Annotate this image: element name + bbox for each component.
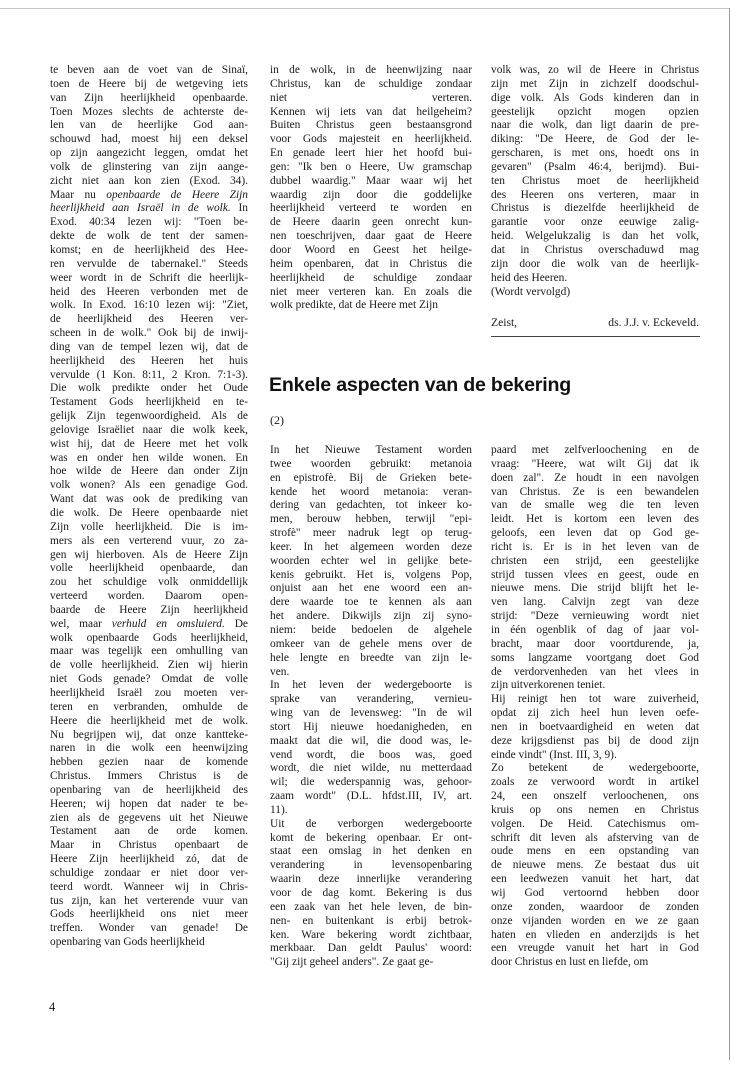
- text-line: sprake van verandering, vernieu-: [270, 693, 472, 706]
- text-line: scheen in de wolk." Ook bij de inwij-: [50, 327, 248, 340]
- article2-column-1: [270, 444, 472, 970]
- text-line: weer wordt in de Schrift die heerlijk-: [50, 271, 248, 284]
- signature: [491, 316, 699, 329]
- text-line: ven.: [270, 665, 290, 678]
- text-line: zou het schuldige volk onmiddellijk: [50, 576, 248, 589]
- text-line: heerlijkheid de schuldige zondaar: [270, 271, 472, 284]
- text-line: waardig zijn door die goddelijke: [270, 188, 472, 201]
- text-line: opdat zij zich heel hun leven oefe-: [491, 707, 699, 720]
- text-line: was en onder hen wilde wonen. En: [50, 451, 248, 464]
- text-line: kende het woord metanoia: veran-: [270, 485, 472, 498]
- text-line: soms langzame voortgang doet God: [491, 651, 699, 664]
- text-line: tus zijn, kan het verterende vuur van: [50, 894, 248, 907]
- text-line: dat in Christus overschaduwd mag: [491, 243, 699, 256]
- text-line: toen de Heere bij de wetgeving iets: [50, 77, 248, 90]
- text-line: voor de dag komt. Bekering is dus: [270, 887, 472, 899]
- text-line: schrift dit leven als afsterving van de: [491, 831, 699, 844]
- text-line: dering van gedachten, tot inkeer ko-: [270, 499, 472, 512]
- text-line: heerlijkheid des Heeren het huis: [50, 354, 248, 367]
- text-line: niet meer verteren kan. En zoals die: [270, 285, 472, 298]
- text-line: gelijk Zijn tegenwoordigheid. Als de: [50, 410, 248, 423]
- text-line: hebben gezien naar de komende: [50, 756, 248, 769]
- text-line: ten Christus moet de heerlijkheid: [491, 174, 699, 187]
- text-line: gerscharen, is met ons, hoedt ons in: [491, 147, 699, 160]
- text-line: treffen. Wonder van genade! De: [50, 922, 248, 935]
- article1-column-1: [50, 64, 248, 950]
- text-line: niet verteren.: [270, 91, 472, 104]
- text-line: niem: beide bedoelen de algehele: [270, 623, 472, 636]
- text-line: nen in boetvaardigheid en weten dat: [491, 720, 699, 733]
- text-line: zien als de gegevens uit het Nieuwe: [50, 811, 248, 824]
- text-line: Maar in Christus openbaart de: [50, 839, 248, 852]
- text-line: volk de glinstering van zijn aange-: [50, 160, 248, 173]
- text-line: Nu begrijpen wij, dat onze kantteke-: [50, 728, 248, 741]
- text-line: Hij reinigt hen tot ware zuiverheid,: [491, 693, 699, 706]
- text-line: naar die wolk, dan ligt daarin de pre-: [491, 119, 699, 132]
- text-line: maakt dat die wil, die dood was, le-: [270, 734, 472, 747]
- text-line: doen zal". Ze houdt in een navolgen: [491, 471, 699, 484]
- text-line: Christus. Immers Christus is de: [50, 770, 248, 783]
- text-line: Exod. 40:34 lezen wij: "Toen be-: [50, 216, 248, 229]
- text-line: heim openbaren, dat in Christus die: [270, 257, 472, 270]
- text-line: dubbel waardig." Maar waar wij het: [270, 174, 472, 187]
- text-line: hoe wilde de Heere dan onder Zijn: [50, 465, 248, 478]
- text-line: een zaak van het hele leven, de bin-: [270, 900, 472, 913]
- text-line: openbaring van Gods heerlijkheid: [50, 936, 205, 949]
- text-line: Heere die heerlijkheid met de wolk.: [50, 714, 248, 727]
- text-line: Gods heerlijkheid ons niet meer: [50, 908, 248, 921]
- text-line: zoals ze verwoord wordt in artikel: [491, 776, 699, 789]
- text-line: de verdorvenheden van het vlees in: [491, 665, 699, 678]
- text-line: van Christus. Ze is een bewandelen: [491, 485, 699, 498]
- article2-column-2: [491, 444, 699, 970]
- text-line: einde vindt" (Inst. III, 3, 9).: [491, 748, 617, 761]
- text-line: strijd: "Deze vernieuwing wordt niet: [491, 610, 699, 623]
- text-line: van de smalle weg die ten leven: [491, 499, 699, 512]
- text-line: leidt. Het is kortom een leven des: [491, 513, 699, 526]
- text-line: strofè" meer nadruk legt op terug-: [270, 527, 472, 540]
- text-line: gelovige Israëliet naar die wolk keek,: [50, 423, 248, 436]
- text-line: gevaren" (Psalm 46:4, berijmd). Bui-: [491, 160, 699, 173]
- text-line: Zo betekent de wedergeboorte,: [491, 762, 699, 775]
- text-line: heid. Welgelukzalig is dan het volk,: [491, 230, 699, 243]
- text-line: ven lang. Calvijn zegt van deze: [491, 596, 699, 609]
- text-line: door Christus en lust en liefde, om: [491, 956, 649, 969]
- text-line: nieuwe mens. Die strijd blijft het le-: [491, 582, 699, 595]
- text-line: wolk predikte, dat de Heere met Zijn: [270, 299, 438, 312]
- text-line: In het Nieuwe Testament worden: [270, 444, 472, 456]
- text-line: het andere. Dikwijls zijn zij syno-: [270, 610, 472, 623]
- text-line: Testament aan de orde komen.: [50, 825, 248, 838]
- text-line: in één ogenblik of dag of jaar vol-: [491, 623, 699, 636]
- text-line: christen een strijd, een geestelijke: [491, 554, 699, 567]
- text-line: staat een omslag in het denken en: [270, 845, 472, 858]
- text-line: naren in die wolk een heenwijzing: [50, 742, 248, 755]
- text-line: ken. Ware bekering wordt zichtbaar,: [270, 928, 472, 941]
- text-line: heerlijkheid verteerd te worden en: [270, 202, 472, 215]
- text-line: Heeren; wij hopen dat nader te be-: [50, 797, 248, 810]
- text-line: van Zijn heerlijkheid openbaarde.: [50, 91, 248, 104]
- signature-author: ds. J.J. v. Eckeveld.: [608, 316, 699, 329]
- text-line: stort Hij nieuwe hoedanigheden, en: [270, 720, 472, 733]
- text-line: Toen Mozes slechts de achterste de-: [50, 105, 248, 118]
- text-line: Christus, kan de schuldige zondaar: [270, 77, 472, 90]
- text-line: geestelijk opzicht mogen opzien: [491, 105, 699, 118]
- text-line: omkeer van de gehele mens over de: [270, 637, 472, 650]
- text-line: vervulde (1 Kon. 8:11, 2 Kron. 7:1-3).: [50, 368, 248, 381]
- text-line: openbaring van de heerlijkheid des: [50, 783, 248, 796]
- text-line: bracht, maar door voortdurende, ja,: [491, 637, 699, 650]
- text-line: wil; die wederspannig was, gehoor-: [270, 776, 472, 789]
- text-line: te beven aan de voet van de Sinaï,: [50, 64, 248, 76]
- section-divider: [491, 336, 700, 337]
- text-line: Heere Zijn heerlijkheid zó, dat de: [50, 853, 248, 866]
- text-line: zaam wordt" (D.L. hfdst.III, IV, art.: [270, 790, 472, 803]
- text-line: paard met zelfverloochening en de: [491, 444, 699, 456]
- text-line: niet Gods genade? Omdat de volle: [50, 673, 248, 686]
- page-edge-right: [729, 8, 730, 1060]
- text-line: gen wij hierboven. Als de Heere Zijn: [50, 548, 248, 561]
- text-line: In het leven der wedergeboorte is: [270, 679, 472, 692]
- text-line: zijn met Zijn in zichzelf doodschul-: [491, 77, 699, 90]
- text-line: 24, een onszelf verloochenen, ons: [491, 790, 699, 803]
- text-line: nen toeschrijven, daar gaat de Heere: [270, 230, 472, 243]
- text-line: de Heere daarin geen onrecht kun-: [270, 216, 472, 229]
- text-line: garantie voor onze eeuwige zalig-: [491, 216, 699, 229]
- text-line: wij God vertoornd hebben door: [491, 887, 699, 899]
- text-line: hele lengte en breedte van zijn le-: [270, 651, 472, 664]
- text-line: teerd wordt. Wanneer wij in Chris-: [50, 880, 248, 893]
- text-line: deze krijgsdienst pas bij de dood zijn: [491, 734, 699, 747]
- text-line: zijn door die wolk van de heerlijk-: [491, 257, 699, 270]
- text-line: wel, maar verhuld en omsluierd. De: [50, 617, 248, 630]
- text-line: twee woorden gebruikt: metanoia: [270, 457, 472, 470]
- text-line: een vreugde vanuit het hart in God: [491, 942, 699, 955]
- text-line: Maar nu openbaarde de Heere Zijn: [50, 188, 248, 201]
- text-line: strijd tussen vlees en geest, oude en: [491, 568, 699, 581]
- text-line: heerlijkheid Israël zou moeten ver-: [50, 686, 248, 699]
- text-line: onze zonden, waardoor de zonden: [491, 900, 699, 913]
- text-line: een leedwezen vanuit het hart, dat: [491, 873, 699, 886]
- text-line: wing van de levensweg: "In de wil: [270, 707, 472, 720]
- text-line: onze vijanden worden en we ze gaan: [491, 914, 699, 927]
- text-line: vraag: "Heere, wat wilt Gij dat ik: [491, 457, 699, 470]
- text-line: haten en vlieden en anderzijds is het: [491, 928, 699, 941]
- text-line: ding van de tempel lezen wij, dat de: [50, 340, 248, 353]
- text-line: (Wordt vervolgd): [491, 285, 571, 298]
- text-line: Christus is diezelfde heerlijkheid de: [491, 202, 699, 215]
- text-line: heid des Heeren verbonden met de: [50, 285, 248, 298]
- text-line: de volle heerlijkheid. Zien wij hierin: [50, 659, 248, 672]
- text-line: zijn uitverkorenen teniet.: [491, 679, 606, 692]
- text-line: mers als een verterend vuur, zo za-: [50, 534, 248, 547]
- text-line: komt de bekering openbaar. Er ont-: [270, 831, 472, 844]
- text-line: maar was tegelijk een omhulling van: [50, 645, 248, 658]
- text-line: men, berouw hebben, terwijl "epi-: [270, 513, 472, 526]
- signature-place: Zeist,: [491, 316, 518, 329]
- text-line: baarde de Heere Zijn heerlijkheid: [50, 603, 248, 616]
- article1-column-3: [491, 64, 699, 299]
- text-line: keer. In het algemeen worden deze: [270, 540, 472, 553]
- text-line: verandering in levensopenbaring: [270, 859, 472, 872]
- text-line: de heerlijkheid des Heeren ver-: [50, 313, 248, 326]
- text-line: op zijn aangezicht leggen, omdat het: [50, 147, 248, 160]
- text-line: wist hij, dat de Heere met het volk: [50, 437, 248, 450]
- text-line: wolk. In Exod. 16:10 lezen wij: "Ziet,: [50, 299, 248, 312]
- article-part-number: (2): [270, 413, 284, 427]
- text-line: des Heeren ons verteren, maar in: [491, 188, 699, 201]
- text-line: vend wordt, die boos was, goed: [270, 748, 472, 761]
- text-line: zicht niet aan kon zien (Exod. 34).: [50, 174, 248, 187]
- text-line: volk wonen? Als een genadige God.: [50, 479, 248, 492]
- text-line: kenis gebruikt. Het is, volgens Pop,: [270, 568, 472, 581]
- text-line: wordt, die niet wilde, nu metterdaad: [270, 762, 472, 775]
- page-edge-top: [0, 8, 730, 9]
- text-line: teren en verbranden, omhulde de: [50, 700, 248, 713]
- text-line: de nieuwe mens. Ze bestaat dus uit: [491, 859, 699, 872]
- text-line: oude mens en een opstanding van: [491, 845, 699, 858]
- text-line: richt is. Er is in het leven van de: [491, 540, 699, 553]
- text-line: En genade leert hier het hoofd bui-: [270, 147, 472, 160]
- text-line: nen- en buitenkant is erbij betrok-: [270, 914, 472, 927]
- text-line: heerlijkheid aan Israël in de wolk. In: [50, 202, 248, 215]
- text-line: gen: "Ik ben o Heere, Uw gramschap: [270, 160, 472, 173]
- text-line: heid des Heeren.: [491, 271, 568, 284]
- text-line: waarin deze innerlijke verandering: [270, 873, 472, 886]
- text-line: volle heerlijkheid openbaarde, dan: [50, 562, 248, 575]
- text-line: die wolk. De Heere openbaarde niet: [50, 507, 248, 519]
- article-title: Enkele aspecten van de bekering: [269, 374, 571, 396]
- text-line: in de wolk, in de heenwijzing naar: [270, 64, 472, 76]
- text-line: merkbaar. Dan geldt Paulus' woord:: [270, 942, 472, 955]
- text-line: Testament Gods heerlijkheid en te-: [50, 396, 248, 409]
- text-line: Zijn volle heerlijkheid. Die is im-: [50, 520, 248, 533]
- text-line: Kennen wij iets van dat heilgeheim?: [270, 105, 472, 118]
- text-line: "Gij zijt geheel anders". Ze gaat ge-: [270, 956, 434, 969]
- text-line: diking: "De Heere, de God der le-: [491, 133, 699, 146]
- text-line: len van de heerlijke God aan-: [50, 119, 248, 132]
- text-line: ren vervulde de tabernakel." Steeds: [50, 257, 248, 270]
- text-line: kruis op ons nemen en Christus: [491, 803, 699, 816]
- page-number: 4: [49, 1000, 56, 1014]
- article1-column-2: [270, 64, 472, 313]
- text-line: geloofs, een leven dat op God ge-: [491, 527, 699, 540]
- text-line: Want dat was ook de prediking van: [50, 493, 248, 506]
- text-line: schuldige zondaar er niet door ver-: [50, 866, 248, 879]
- text-line: Die wolk predikte onder het Oude: [50, 382, 248, 395]
- text-line: schouwd had, moest hij een deksel: [50, 133, 248, 146]
- text-line: volgen. De Heid. Catechismus om-: [491, 817, 699, 830]
- text-line: wolk openbaarde Gods heerlijkheid,: [50, 631, 248, 644]
- text-line: door Woord en Geest het heilge-: [270, 243, 472, 256]
- text-line: dere waarde toe te kennen als aan: [270, 596, 472, 609]
- text-line: woorden echter wel in gelijke bete-: [270, 554, 472, 567]
- text-line: dige volk. Als Gods kinderen dan in: [491, 91, 699, 104]
- text-line: Buiten Christus geen bestaansgrond: [270, 119, 472, 132]
- text-line: dekte de wolk de tent der samen-: [50, 230, 248, 243]
- text-line: komst; en de heerlijkheid des Hee-: [50, 243, 248, 256]
- text-line: Uit de verborgen wedergeboorte: [270, 817, 472, 830]
- text-line: 11).: [270, 803, 288, 816]
- text-line: volk was, zo wil de Heere in Christus: [491, 64, 699, 76]
- text-line: voor Gods majesteit en heerlijkheid.: [270, 133, 472, 146]
- text-line: en epistrofè. Bij de Grieken bete-: [270, 471, 472, 484]
- text-line: onjuist aan het ene woord een an-: [270, 582, 472, 595]
- text-line: verteerd worden. Daarom open-: [50, 590, 248, 603]
